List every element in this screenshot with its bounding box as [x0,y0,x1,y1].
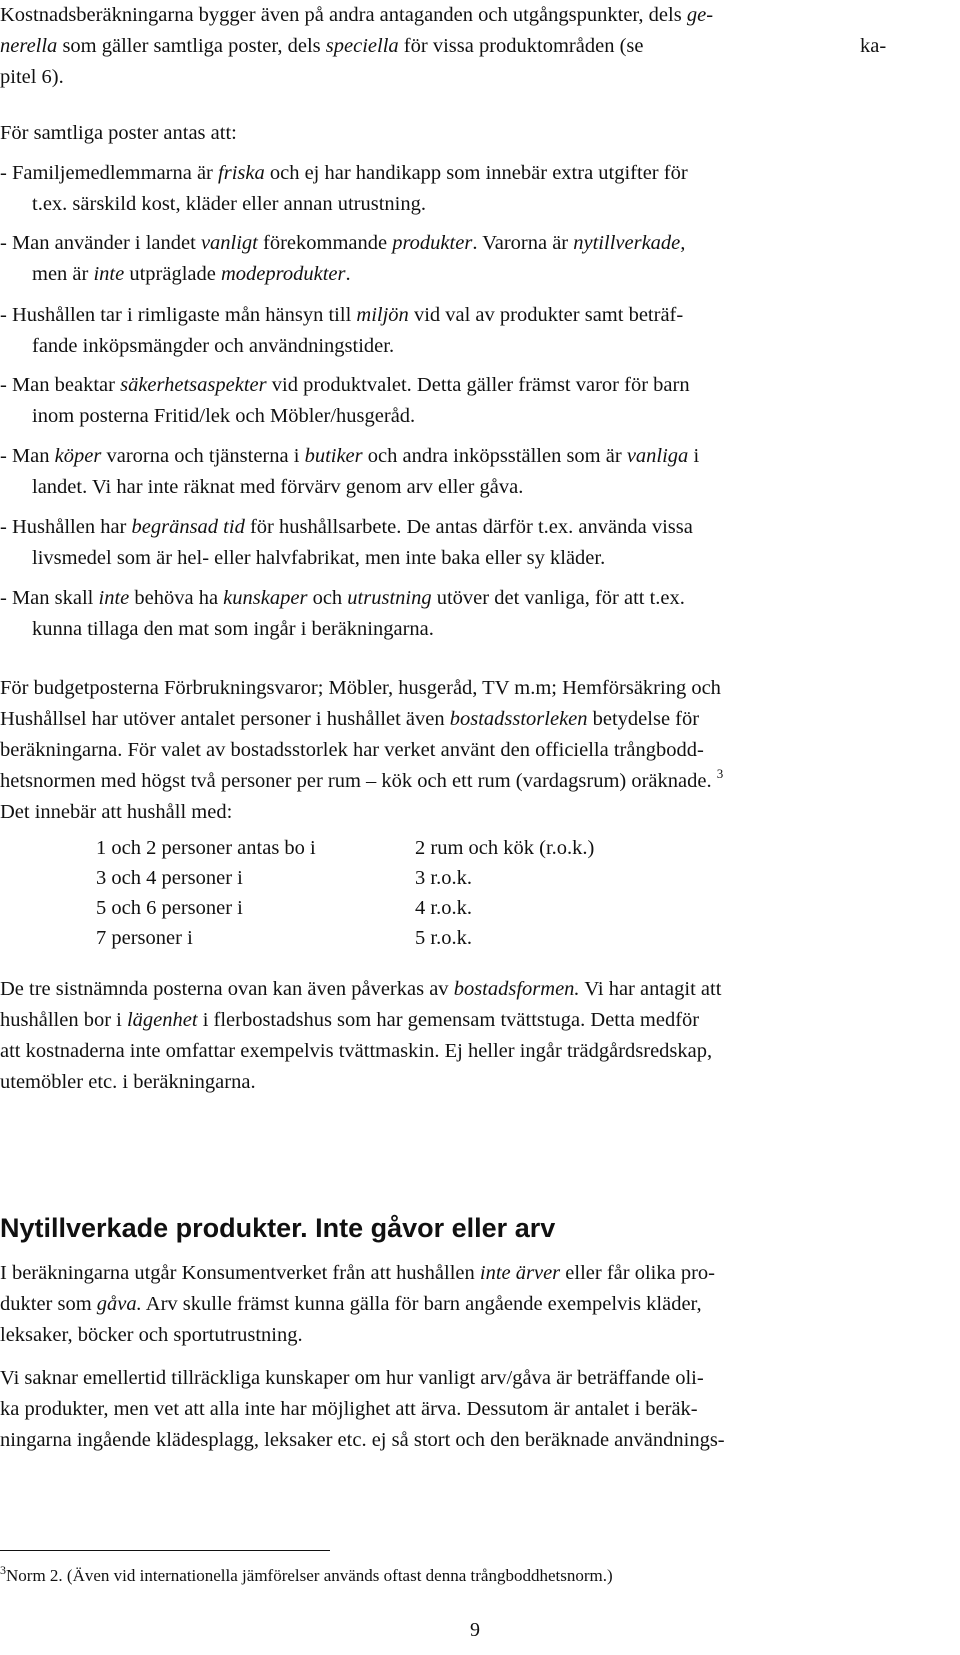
p5-l1a: Vi saknar emellertid tillräckliga kunskaper om hur vanligt arv/gåva är beträffande [0,1367,671,1389]
b7-g: utöver det vanliga, för att t.ex. [436,587,685,609]
footnote-number: 3 [0,1563,6,1577]
b7-e: och [312,587,343,609]
p4-l2a: dukter som [0,1293,92,1315]
bullet-1-line-1 [0,158,688,189]
p3-line-4: utemöbler etc. i beräkningarna. [0,1071,256,1093]
bullet-5-line-2: landet. Vi har inte räknat med förvärv genom arv eller gåva. [32,476,524,498]
p2-l2a: Hushållsel har utöver antalet personer i hushållet även [0,708,445,730]
p3-line-3: att kostnaderna inte omfattar exempelvis tvättmaskin. Ej heller ingår trädgårdsredskap, [0,1040,713,1062]
b1-c: och ej har handikapp som innebär extra utgifter för [269,162,688,184]
table-cell-persons: 5 och 6 personer i [96,897,243,919]
b7-d: kunskaper [223,587,308,609]
b4-b: säkerhetsaspekter [120,374,267,396]
p1-line-1 [0,0,713,31]
b4-c: vid produktvalet. Detta gäller främst varor för barn [271,374,690,396]
p1-generella-rest: nerella [0,35,58,57]
b6-b: begränsad tid [131,516,245,538]
p3-l2b: lägenhet [126,1009,198,1031]
b2-h: inte [93,263,125,285]
b2-b: vanligt [200,232,258,254]
b2-j: modeprodukter [221,263,346,285]
b6-c: för hushållsarbete. De antas därför t.ex. använda vissa [249,516,693,538]
p1-text-3: för vissa produktområden (se [403,35,644,57]
footnote [0,1564,613,1588]
table-cell-rooms: 3 r.o.k. [415,867,472,889]
p3-line-2 [0,1005,699,1036]
p2-line-4 [0,766,723,797]
b5-f: vanliga [626,445,689,467]
p4-line-1 [0,1258,715,1289]
p1-text-1: Kostnadsberäkningarna bygger även på andra antaganden och utgångspunkter, dels [0,4,682,26]
p3-l1a: De tre sistnämnda posterna ovan kan även påverkas av [0,978,449,1000]
p4-l2b: gåva. [96,1293,142,1315]
p2-line-1: För budgetposterna Förbrukningsvaror; Möbler, husgeråd, TV m.m; Hemförsäkring och [0,677,721,699]
p3-l2a: hushållen bor i [0,1009,122,1031]
p1-line-2 [0,31,887,62]
b3-b: miljön [356,304,409,326]
b2-a: - Man använder i landet [0,232,196,254]
p2-l2c: betydelse för [592,708,700,730]
page-number: 9 [470,1619,480,1641]
p2-l4: hetsnormen med högst två personer per rum – kök och ett rum (vardagsrum) oräknade. [0,770,712,792]
p4-l2c: Arv skulle främst kunna gälla för barn angående exempelvis kläder, [145,1293,702,1315]
p2-line-2 [0,704,699,735]
p2-line-3: beräkningarna. För valet av bostadsstorlek har verket använt den officiella trångbodd- [0,739,704,761]
p5-line-1 [0,1363,704,1394]
p4-line-2 [0,1289,702,1320]
table-cell-rooms: 4 r.o.k. [415,897,472,919]
p3-l1b: bostadsformen. [453,978,580,1000]
section-heading: Nytillverkade produkter. Inte gåvor eller arv [0,1213,556,1243]
b5-a: - Man [0,445,50,467]
p1-line-3 [0,62,64,93]
p1-generella: ge- [686,4,714,26]
bullet-6-line-2: livsmedel som är hel- eller halvfabrikat, men inte baka eller sy kläder. [32,547,606,569]
p2-l2b: bostadsstorleken [449,708,588,730]
bullet-3-line-1 [0,300,683,331]
b5-b: köper [54,445,102,467]
p5-line-2: ka produkter, men vet att alla inte har möjlighet att ärva. Dessutom är antalet i beräk- [0,1398,698,1420]
footnote-ref-3: 3 [716,766,724,781]
b5-c: varorna och tjänsterna i [106,445,300,467]
p1-text-2: som gäller samtliga poster, dels [62,35,321,57]
bullet-3-line-2: fande inköpsmängder och användningstider. [32,335,395,357]
bullet-5-line-1 [0,441,699,472]
p4-line-3: leksaker, böcker och sportutrustning. [0,1324,303,1346]
bullet-4-line-1 [0,370,690,401]
b7-a: - Man skall [0,587,94,609]
b5-e: och andra inköpsställen som är [367,445,622,467]
b7-b: inte [98,587,130,609]
b5-d: butiker [304,445,363,467]
table-cell-persons: 7 personer i [96,927,193,949]
b2-g: men är [32,263,89,285]
p5-line-3: ningarna ingående klädesplagg, leksaker etc. ej så stort och den beräknade användnings- [0,1429,725,1451]
b2-k: . [345,263,351,285]
p3-l2c: i flerbostadshus som har gemensam tvättstuga. Detta medför [202,1009,700,1031]
table-cell-rooms: 2 rum och kök (r.o.k.) [415,837,595,859]
p4-l1a: I beräkningarna utgår Konsumentverket från att hushållen [0,1262,475,1284]
p2-line-5: Det innebär att hushåll med: [0,801,233,823]
bullet-4-line-2: inom posterna Fritid/lek och Möbler/husgeråd. [32,405,416,427]
p1-ka: ka- [860,35,887,57]
b6-a: - Hushållen har [0,516,127,538]
b3-a: - Hushållen tar i rimligaste mån hänsyn till [0,304,352,326]
b2-c: förekommande [263,232,388,254]
b2-i: utpräglade [129,263,216,285]
bullet-7-line-1 [0,583,685,614]
p4-l1c: eller får olika pro- [565,1262,715,1284]
b5-g: i [693,445,700,467]
table-cell-persons: 3 och 4 personer i [96,867,243,889]
p1-speciella: speciella [325,35,399,57]
bullet-1-line-2: t.ex. särskild kost, kläder eller annan utrustning. [32,193,426,215]
p3-line-1 [0,974,721,1005]
p4-l1b: inte ärver [479,1262,561,1284]
footnote-text: Norm 2. (Även vid internationella jämförelser används oftast denna trångboddhetsnorm.) [6,1566,613,1585]
p1-kapitel: pitel 6). [0,66,64,88]
footnote-divider [0,1550,330,1551]
b7-f: utrustning [347,587,432,609]
table-cell-rooms: 5 r.o.k. [415,927,472,949]
intro-text: För samtliga poster antas att: [0,122,237,144]
p3-l1c: Vi har antagit att [584,978,722,1000]
p5-l1b: oli- [675,1367,704,1389]
table-cell-persons: 1 och 2 personer antas bo i [96,837,316,859]
bullet-2-line-1 [0,228,685,259]
b3-c: vid val av produkter samt beträf- [413,304,684,326]
b4-a: - Man beaktar [0,374,115,396]
bullet-7-line-2: kunna tillaga den mat som ingår i beräkningarna. [32,618,434,640]
b2-d: produkter [392,232,473,254]
bullet-2-line-2 [32,259,351,290]
b1-a: - Familjemedlemmarna är [0,162,213,184]
b2-e: . Varorna är [472,232,569,254]
b1-b: friska [218,162,265,184]
b7-c: behöva ha [134,587,219,609]
b2-f: nytillverkade, [573,232,686,254]
bullet-6-line-1 [0,512,693,543]
